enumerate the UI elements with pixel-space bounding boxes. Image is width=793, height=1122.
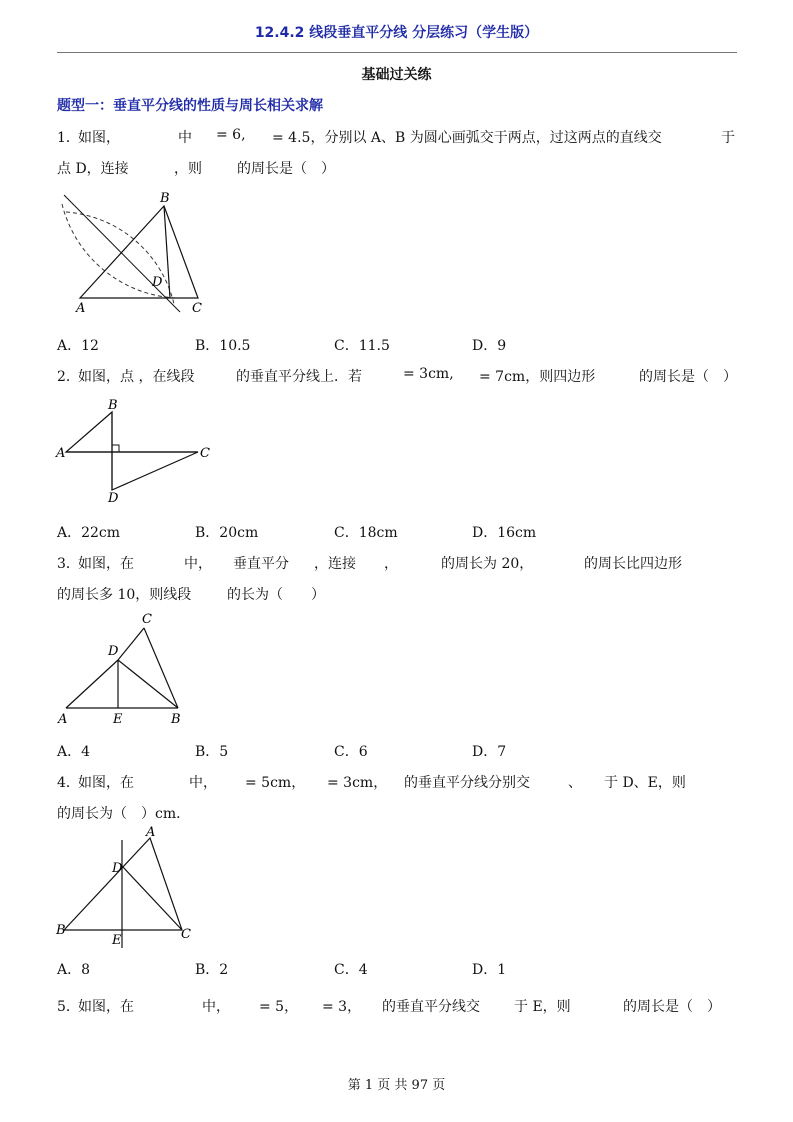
question-text: 如图， [78, 130, 120, 146]
question-number: 4． [57, 775, 80, 791]
figure-label: B [56, 923, 66, 938]
question-number: 5． [57, 999, 80, 1015]
question-text: 的周长比四边形 [584, 556, 682, 572]
category-title: 题型一：垂直平分线的性质与周长相关求解 [57, 98, 323, 114]
question-text: ，连接 [314, 556, 356, 572]
option-a: A．12 [57, 338, 99, 354]
figure-label: E [113, 712, 123, 727]
question-2-figure [54, 396, 214, 506]
option-d: D．16cm [472, 525, 537, 541]
option-c: C．6 [334, 744, 368, 760]
figure-label: C [192, 301, 202, 316]
question-text: 于 E，则 [514, 999, 571, 1015]
option-a: A．8 [57, 962, 91, 978]
page-footer: 第 1 页 共 97 页 [347, 1078, 446, 1093]
question-4-figure [54, 826, 204, 950]
header-divider [57, 52, 737, 53]
option-b: B．2 [195, 962, 229, 978]
option-a: A．4 [57, 744, 91, 760]
question-number: 2． [57, 369, 80, 385]
question-text: 中， [184, 556, 212, 572]
option-c: C．18cm [334, 525, 398, 541]
option-c: C．11.5 [334, 338, 390, 354]
question-text: 的垂直平分线上．若 [236, 369, 362, 385]
question-text: 的周长多 10，则线段 [57, 587, 192, 603]
question-text: = 5cm， [245, 775, 306, 791]
question-text: = 3cm, [403, 366, 454, 382]
question-text: = 6, [216, 127, 246, 143]
question-text: 如图，在 [78, 775, 134, 791]
figure-label: B [108, 398, 118, 413]
question-text: 于 D、E，则 [604, 775, 686, 791]
figure-label: A [146, 826, 156, 840]
figure-label: B [171, 712, 181, 727]
option-d: D．7 [472, 744, 507, 760]
question-1-figure [56, 190, 216, 320]
figure-label: D [108, 644, 119, 659]
question-text: 点 D，连接 [57, 161, 129, 177]
figure-label: A [56, 446, 66, 461]
figure-label: D [152, 275, 163, 290]
question-text: 如图，在 [78, 999, 134, 1015]
option-b: B．5 [195, 744, 229, 760]
question-text: 的垂直平分线交 [382, 999, 480, 1015]
option-b: B．20cm [195, 525, 259, 541]
option-a: A．22cm [57, 525, 121, 541]
question-text: = 5， [259, 999, 299, 1015]
question-3-figure [54, 610, 204, 730]
question-text: 如图，点 ，在线段 [78, 369, 195, 385]
question-text: 的垂直平分线分别交 [404, 775, 530, 791]
figure-label: A [76, 301, 86, 316]
question-text: = 4.5，分别以 A、B 为圆心画弧交于两点，过这两点的直线交 [272, 130, 662, 146]
page-header-title: 12.4.2 线段垂直平分线 分层练习（学生版） [254, 25, 539, 41]
question-text: 中， [202, 999, 230, 1015]
question-text: 中， [189, 775, 217, 791]
question-text: 于 [721, 130, 735, 146]
figure-label: D [112, 861, 123, 876]
figure-label: D [108, 491, 119, 506]
question-text: 的周长是（ ） [237, 161, 335, 177]
question-text: 的周长为（ ）cm． [57, 806, 191, 822]
question-text: = 7cm，则四边形 [479, 369, 596, 385]
question-text: 、 [568, 775, 582, 791]
question-number: 3． [57, 556, 80, 572]
option-d: D．1 [472, 962, 507, 978]
figure-label: C [200, 446, 210, 461]
figure-label: B [160, 191, 170, 206]
option-d: D．9 [472, 338, 507, 354]
question-text: 的周长为 20， [441, 556, 534, 572]
option-b: B．10.5 [195, 338, 251, 354]
figure-label: E [112, 933, 122, 948]
section-title: 基础过关练 [361, 67, 432, 83]
question-text: ，则 [174, 161, 202, 177]
question-text: = 3， [322, 999, 362, 1015]
question-text: 的长为（ ） [227, 587, 325, 603]
question-text: 的周长是（ ） [639, 369, 737, 385]
figure-label: C [181, 927, 191, 942]
question-text: 中 [178, 130, 192, 146]
question-number: 1． [57, 130, 80, 146]
question-text: 的周长是（ ） [623, 999, 721, 1015]
question-text: = 3cm， [327, 775, 388, 791]
question-text: ， [384, 556, 398, 572]
question-text: 如图，在 [78, 556, 134, 572]
figure-label: C [142, 612, 152, 627]
option-c: C．4 [334, 962, 368, 978]
figure-label: A [58, 712, 68, 727]
question-text: 垂直平分 [233, 556, 289, 572]
